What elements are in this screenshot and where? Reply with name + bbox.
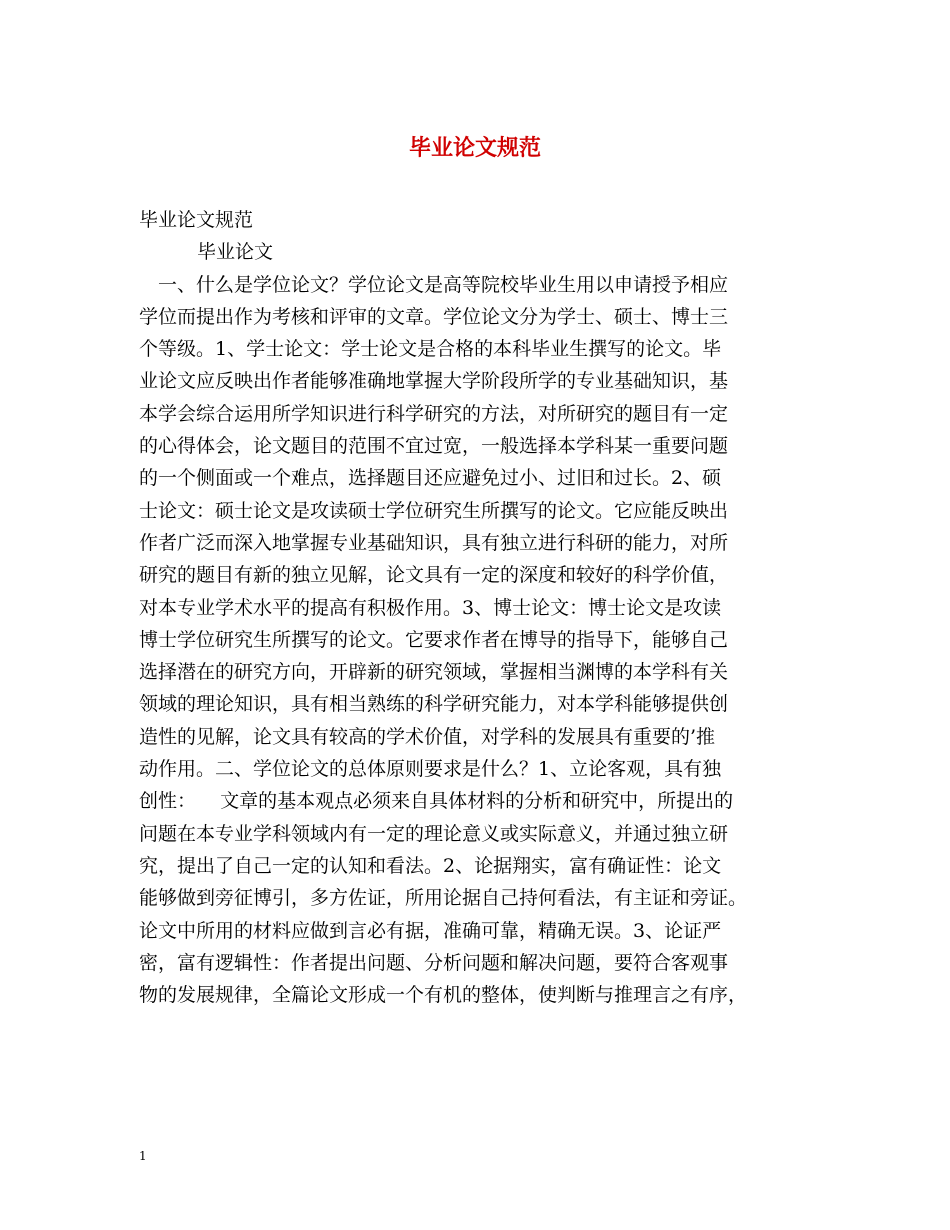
body-line: 本学会综合运用所学知识进行科学研究的方法，对所研究的题目有一定 (139, 402, 729, 425)
body-line: 领域的理论知识，具有相当熟练的科学研究能力，对本学科能够提供创 (139, 693, 729, 716)
body-line: 论文中所用的材料应做到言必有据，准确可靠，精确无误。3、论证严 (139, 919, 722, 942)
body-line: 毕业论文规范 (139, 209, 254, 231)
body-line: 究，提出了自己一定的认知和看法。2、论据翔实，富有确证性：论文 (139, 854, 722, 877)
body-line: 密，富有逻辑性：作者提出问题、分析问题和解决问题，要符合客观事 (139, 951, 729, 974)
body-line: 毕业论文 (197, 241, 274, 264)
body-line: 动作用。二、学位论文的总体原则要求是什么？1、立论客观，具有独 (139, 758, 722, 781)
body-line: 的心得体会，论文题目的范围不宜过宽，一般选择本学科某一重要问题 (139, 435, 729, 458)
body-line: 创性： 文章的基本观点必须来自具体材料的分析和研究中，所提出的 (139, 790, 734, 813)
body-line: 一、什么是学位论文？学位论文是高等院校毕业生用以申请授予相应 (158, 273, 729, 296)
body-line: 个等级。1、学士论文：学士论文是合格的本科毕业生撰写的论文。毕 (139, 338, 722, 361)
body-line: 作者广泛而深入地掌握专业基础知识，具有独立进行科研的能力，对所 (139, 531, 729, 554)
page-number: 1 (139, 1149, 147, 1163)
body-line: 博士学位研究生所撰写的论文。它要求作者在博导的指导下，能够自己 (139, 628, 729, 651)
body-line: 物的发展规律，全篇论文形成一个有机的整体，使判断与推理言之有序， (139, 984, 748, 1007)
body-line: 选择潜在的研究方向，开辟新的研究领域，掌握相当渊博的本学科有关 (139, 661, 729, 684)
body-line: 的一个侧面或一个难点，选择题目还应避免过小、过旧和过长。2、硕 (139, 467, 722, 490)
body-line: 业论文应反映出作者能够准确地掌握大学阶段所学的专业基础知识，基 (139, 370, 729, 393)
body-line: 问题在本专业学科领域内有一定的理论意义或实际意义，并通过独立研 (139, 822, 729, 845)
body-line: 对本专业学术水平的提高有积极作用。3、博士论文：博士论文是攻读 (139, 596, 722, 619)
document-title: 毕业论文规范 (408, 135, 541, 161)
body-line: 士论文：硕士论文是攻读硕士学位研究生所撰写的论文。它应能反映出 (139, 499, 729, 522)
body-line: 能够做到旁征博引，多方佐证，所用论据自己持何看法，有主证和旁证。 (139, 887, 748, 910)
body-line: 学位而提出作为考核和评审的文章。学位论文分为学士、硕士、博士三 (139, 305, 729, 328)
document-body (139, 204, 819, 1011)
body-line: 造性的见解，论文具有较高的学术价值，对学科的发展具有重要的’推 (139, 725, 716, 748)
body-line: 研究的题目有新的独立见解，论文具有一定的深度和较好的科学价值， (139, 564, 729, 587)
